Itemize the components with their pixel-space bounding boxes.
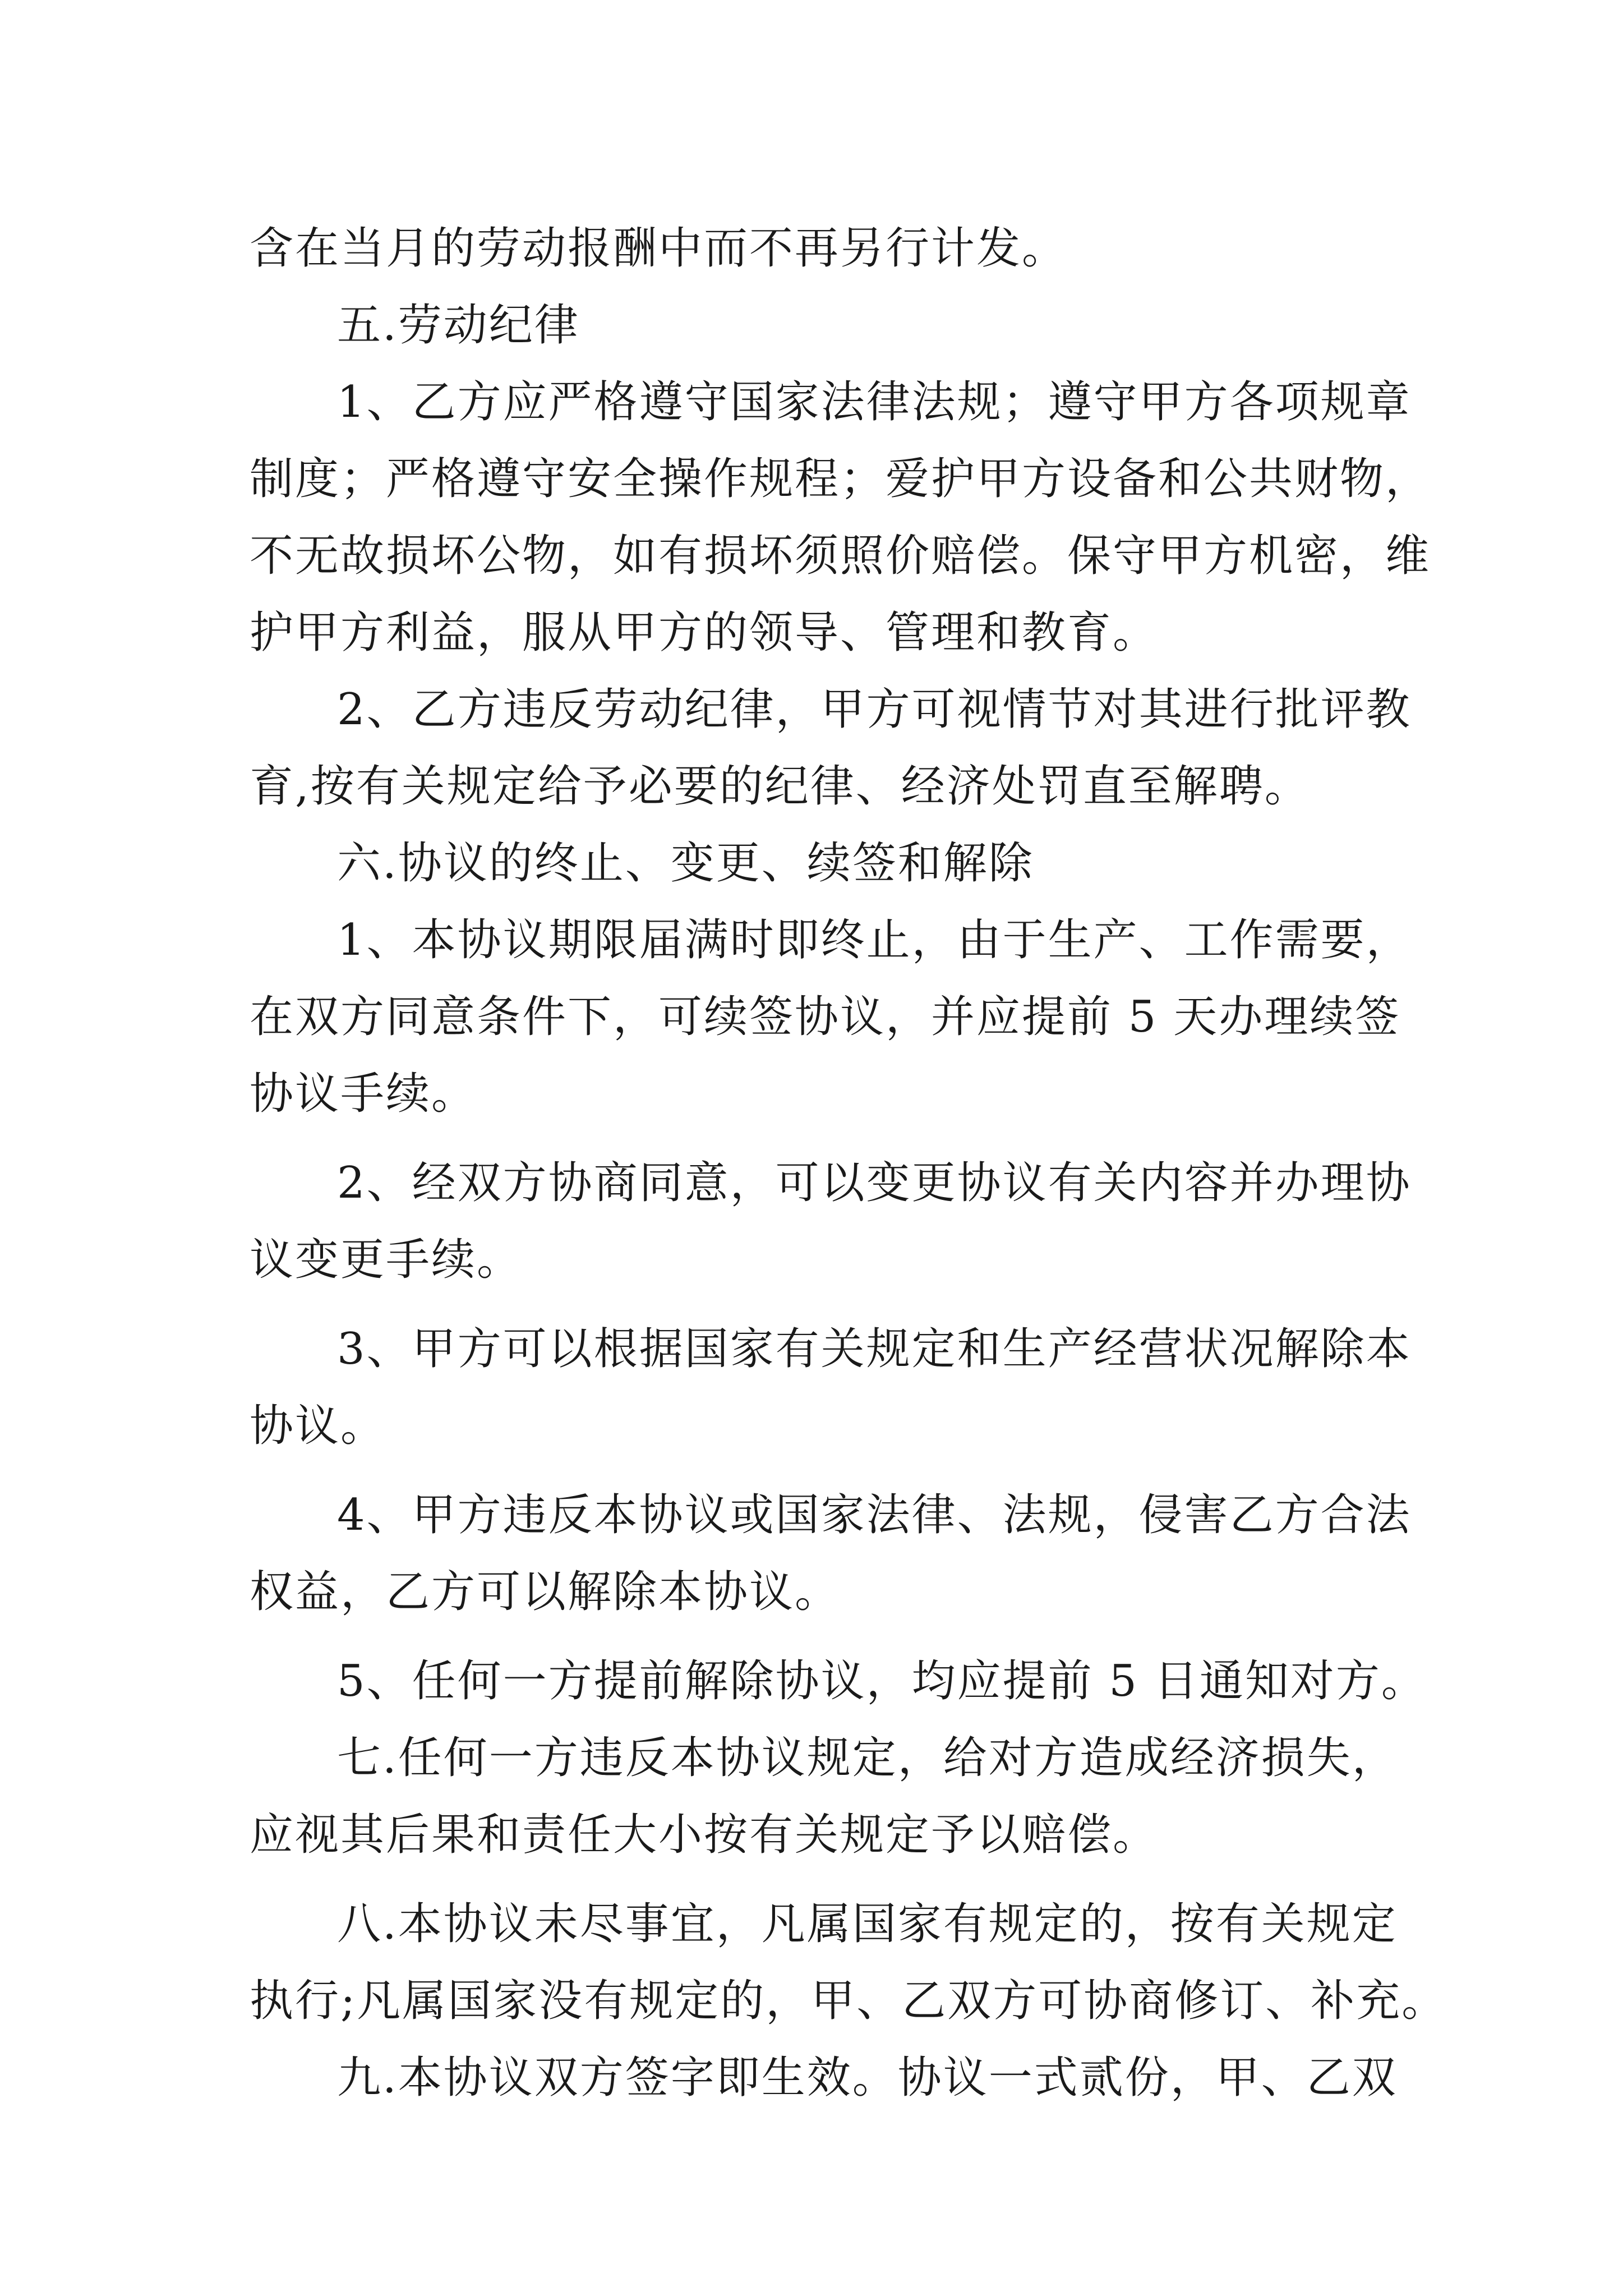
text-line: 应视其后果和责任大小按有关规定予以赔偿。 xyxy=(250,1810,1159,1860)
text-line: 1、本协议期限届满时即终止，由于生产、工作需要， xyxy=(337,915,1412,965)
text-line: 七.任何一方违反本协议规定，给对方造成经济损失， xyxy=(337,1733,1398,1783)
text-line: 执行;凡属国家没有规定的，甲、乙双方可协商修订、补充。 xyxy=(250,1976,1447,2026)
text-line: 八.本协议未尽事宜，凡属国家有规定的，按有关规定 xyxy=(337,1899,1398,1949)
text-line: 不无故损坏公物，如有损坏须照价赔偿。保守甲方机密，维 xyxy=(250,531,1431,581)
text-line: 2、经双方协商同意，可以变更协议有关内容并办理协 xyxy=(337,1158,1412,1208)
text-line: 3、甲方可以根据国家有关规定和生产经营状况解除本 xyxy=(337,1324,1412,1374)
section-heading: 六.协议的终止、变更、续签和解除 xyxy=(337,838,1034,889)
text-line: 在双方同意条件下，可续签协议，并应提前 5 天办理续签 xyxy=(250,992,1401,1042)
text-line: 5、任何一方提前解除协议，均应提前 5 日通知对方。 xyxy=(337,1656,1427,1706)
text-line: 九.本协议双方签字即生效。协议一式贰份，甲、乙双 xyxy=(337,2053,1398,2103)
text-line: 协议。 xyxy=(250,1401,386,1451)
text-line: 议变更手续。 xyxy=(250,1235,523,1285)
text-line: 1、乙方应严格遵守国家法律法规；遵守甲方各项规章 xyxy=(337,377,1412,427)
text-line: 权益，乙方可以解除本协议。 xyxy=(250,1567,841,1617)
section-heading: 五.劳动纪律 xyxy=(337,300,580,351)
text-line: 制度；严格遵守安全操作规程；爱护甲方设备和公共财物， xyxy=(250,454,1431,504)
text-line: 育,按有关规定给予必要的纪律、经济处罚直至解聘。 xyxy=(250,761,1310,812)
text-line: 护甲方利益，服从甲方的领导、管理和教育。 xyxy=(250,608,1159,658)
text-line: 含在当月的劳动报酬中而不再另行计发。 xyxy=(250,223,1068,274)
text-line: 4、甲方违反本协议或国家法律、法规，侵害乙方合法 xyxy=(337,1490,1412,1540)
text-line: 2、乙方违反劳动纪律，甲方可视情节对其进行批评教 xyxy=(337,684,1412,735)
text-line: 协议手续。 xyxy=(250,1069,477,1119)
document-body xyxy=(250,210,1447,2116)
